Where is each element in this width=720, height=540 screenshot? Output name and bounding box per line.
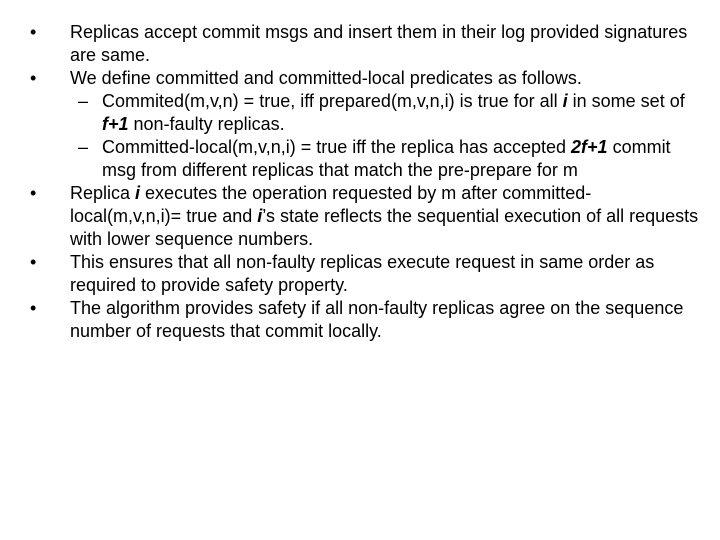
sub-bullet-text [102, 136, 700, 182]
text-run: non-faulty replicas. [128, 114, 285, 134]
bullet-text: The algorithm provides safety if all non-faulty replicas agree on the sequence number of requests that commit locally. [70, 298, 684, 341]
emphasis-i: i [562, 91, 568, 111]
text-run: in some set of [567, 91, 685, 111]
bullet-marker: • [30, 22, 37, 42]
text-run: commit msg from different replicas that match the pre-prepare for m [102, 137, 671, 180]
bullet-text [70, 182, 700, 251]
sub-bullet-item-2 [30, 136, 700, 182]
bullet-item-4 [30, 251, 700, 297]
bullet-text: Replicas accept commit msgs and insert them in their log provided signatures are same. [70, 22, 688, 65]
bullet-marker: • [30, 298, 37, 318]
bullet-item-5 [30, 297, 700, 343]
dash-marker: – [78, 137, 89, 157]
emphasis-i: i [135, 183, 141, 203]
sub-bullet-item-1 [30, 90, 700, 136]
bullet-marker: • [30, 183, 37, 203]
text-run: Committed-local(m,v,n,i) = true iff the replica has accepted [102, 137, 572, 157]
text-run: executes the operation requested by m after committed-local(m,v,n,i)= true and [70, 183, 592, 226]
dash-marker: – [78, 91, 89, 111]
bullet-item-2 [30, 67, 700, 90]
emphasis-2f-plus-1: 2f+1 [571, 137, 608, 157]
text-run: Commited(m,v,n) = true, iff prepared(m,v,n,i) is true for all [102, 91, 563, 111]
bullet-item-3 [30, 182, 700, 251]
text-run: Replica [70, 183, 136, 203]
sub-bullet-text [102, 90, 700, 136]
bullet-marker: • [30, 252, 37, 272]
emphasis-f-plus-1: f+1 [102, 114, 129, 134]
text-run: ’s state reflects the sequential execution of all requests with lower sequence numbers. [70, 206, 699, 249]
bullet-text: This ensures that all non-faulty replicas execute request in same order as required to provide safety property. [70, 252, 655, 295]
bullet-item-1 [30, 21, 700, 67]
bullet-text: We define committed and committed-local predicates as follows. [70, 68, 582, 88]
emphasis-i: i [257, 206, 263, 226]
bullet-marker: • [30, 68, 37, 88]
bullet-list [30, 21, 700, 343]
